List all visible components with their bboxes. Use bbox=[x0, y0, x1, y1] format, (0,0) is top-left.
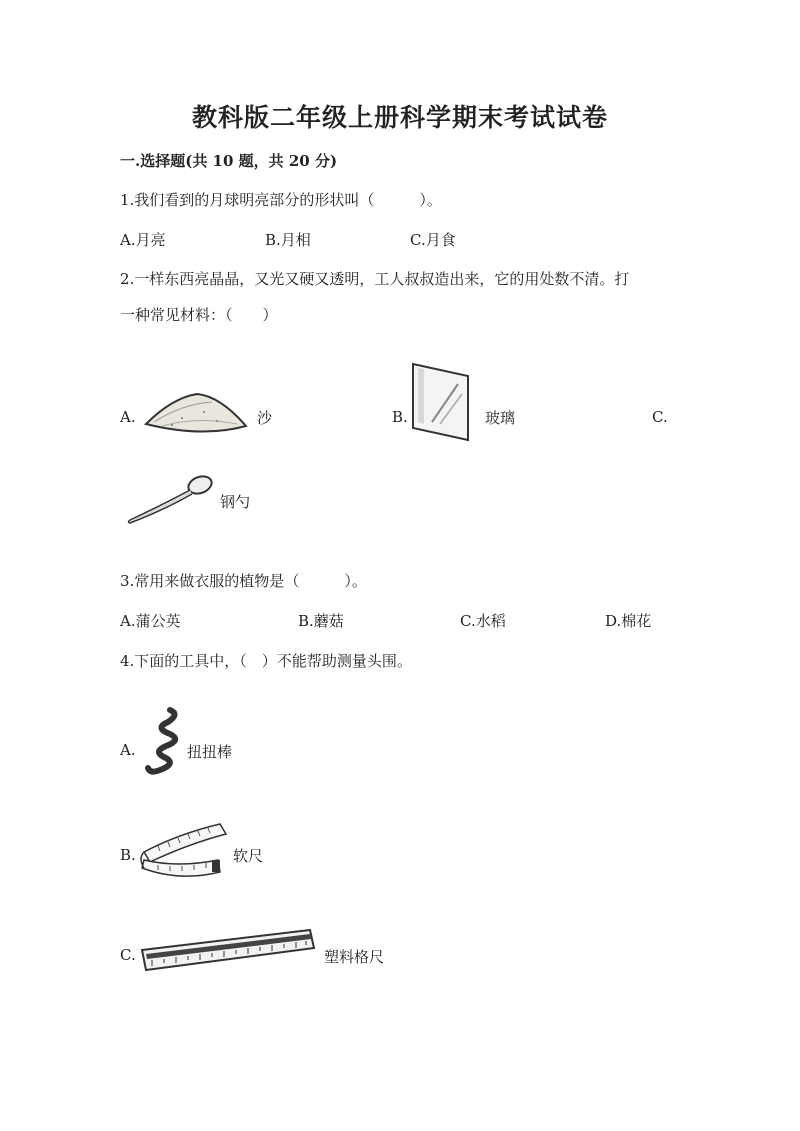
q4-option-c-letter[interactable]: C. bbox=[120, 946, 136, 964]
q2-option-b-label: 玻璃 bbox=[485, 409, 516, 427]
glass-pane-icon bbox=[410, 362, 472, 442]
question-3-text: 3.常用来做衣服的植物是（ ）。 bbox=[120, 572, 367, 590]
q3-option-d[interactable]: D.棉花 bbox=[605, 612, 652, 630]
q2-option-c-letter[interactable]: C. bbox=[652, 408, 668, 426]
question-2-text-line2: 一种常见材料：（ ） bbox=[120, 306, 278, 324]
sand-pile-icon bbox=[142, 388, 252, 438]
question-2-text-line1: 2.一样东西亮晶晶，又光又硬又透明，工人叔叔造出来，它的用处数不清。打 bbox=[120, 270, 630, 288]
q3-option-a[interactable]: A.蒲公英 bbox=[120, 612, 181, 630]
q3-option-c[interactable]: C.水稻 bbox=[460, 612, 506, 630]
q1-option-b[interactable]: B.月相 bbox=[265, 231, 311, 249]
q1-option-a[interactable]: A.月亮 bbox=[120, 231, 166, 249]
q4-option-b-letter[interactable]: B. bbox=[120, 846, 136, 864]
q2-option-b-letter[interactable]: B. bbox=[392, 408, 408, 426]
q4-option-c-label: 塑料格尺 bbox=[324, 948, 385, 966]
section-heading: 一.选择题(共 10 题，共 20 分) bbox=[120, 152, 338, 170]
plastic-ruler-icon bbox=[140, 926, 318, 974]
q4-option-a-letter[interactable]: A. bbox=[120, 741, 136, 759]
q4-option-b-label: 软尺 bbox=[233, 847, 264, 865]
q3-option-b[interactable]: B.蘑菇 bbox=[298, 612, 344, 630]
q1-option-c[interactable]: C.月食 bbox=[410, 231, 456, 249]
q2-option-c-label: 钢勺 bbox=[220, 493, 251, 511]
page-title: 教科版二年级上册科学期末考试试卷 bbox=[191, 103, 608, 132]
q2-option-a-letter[interactable]: A. bbox=[120, 408, 136, 426]
tape-measure-icon bbox=[138, 820, 230, 882]
question-4-text: 4.下面的工具中，（ ）不能帮助测量头围。 bbox=[120, 652, 412, 670]
twisted-stick-icon bbox=[140, 706, 182, 776]
question-1-text: 1.我们看到的月球明亮部分的形状叫（ ）。 bbox=[120, 191, 442, 209]
q2-option-a-label: 沙 bbox=[257, 409, 273, 427]
q4-option-a-label: 扭扭棒 bbox=[187, 743, 233, 761]
steel-spoon-icon bbox=[124, 472, 216, 528]
